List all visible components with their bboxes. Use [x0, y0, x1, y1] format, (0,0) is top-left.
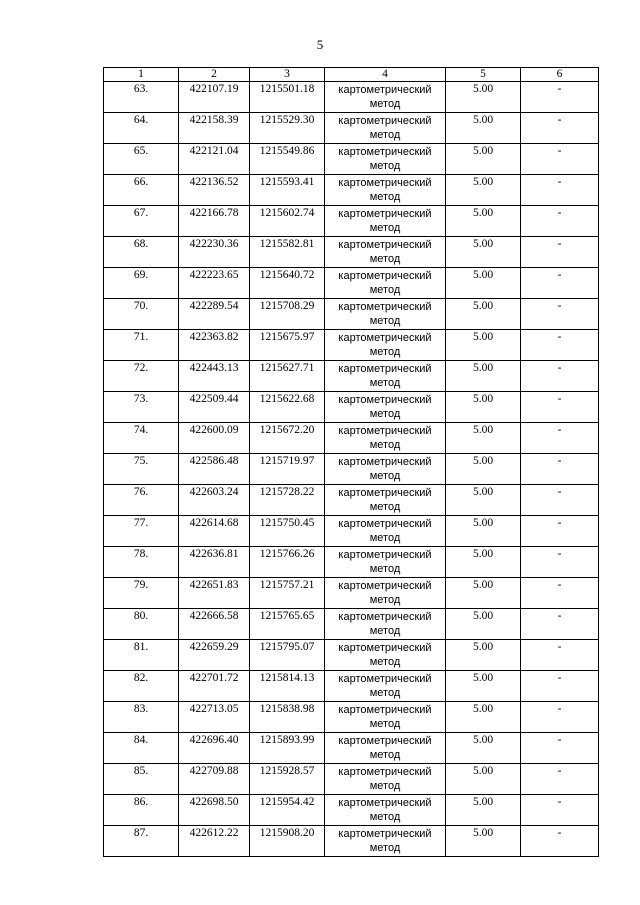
method-cell: [325, 609, 446, 640]
note-cell: -: [521, 733, 599, 764]
method-line-1: картометрический: [338, 735, 432, 747]
method-cell: [325, 702, 446, 733]
method-cell: [325, 733, 446, 764]
accuracy-cell: 5.00: [446, 268, 521, 299]
table-body: [104, 82, 599, 857]
y-coordinate-cell: 1215593.41: [250, 175, 325, 206]
x-coordinate-cell: 422443.13: [179, 361, 250, 392]
note-cell: -: [521, 578, 599, 609]
y-coordinate-cell: 1215838.98: [250, 702, 325, 733]
note-cell: -: [521, 547, 599, 578]
x-coordinate-cell: 422651.83: [179, 578, 250, 609]
accuracy-cell: 5.00: [446, 361, 521, 392]
method-cell: [325, 423, 446, 454]
table-row: [104, 795, 599, 826]
method-cell: [325, 578, 446, 609]
x-coordinate-cell: 422698.50: [179, 795, 250, 826]
method-line-1: картометрический: [338, 115, 432, 127]
x-coordinate-cell: 422636.81: [179, 547, 250, 578]
note-cell: -: [521, 826, 599, 857]
method-line-2: метод: [369, 284, 401, 296]
point-number-cell: 87.: [104, 826, 179, 857]
y-coordinate-cell: 1215893.99: [250, 733, 325, 764]
point-number-cell: 86.: [104, 795, 179, 826]
point-number-cell: 65.: [104, 144, 179, 175]
table-row: [104, 733, 599, 764]
method-line-2: метод: [369, 439, 401, 451]
y-coordinate-cell: 1215765.65: [250, 609, 325, 640]
note-cell: -: [521, 702, 599, 733]
method-line-2: метод: [369, 501, 401, 513]
method-line-1: картометрический: [338, 146, 432, 158]
note-cell: -: [521, 206, 599, 237]
method-cell: [325, 485, 446, 516]
method-line-2: метод: [369, 408, 401, 420]
method-line-2: метод: [369, 594, 401, 606]
method-cell: [325, 547, 446, 578]
point-number-cell: 66.: [104, 175, 179, 206]
table-row: [104, 144, 599, 175]
x-coordinate-cell: 422614.68: [179, 516, 250, 547]
method-line-1: картометрический: [338, 177, 432, 189]
point-number-cell: 83.: [104, 702, 179, 733]
x-coordinate-cell: 422289.54: [179, 299, 250, 330]
method-cell: [325, 268, 446, 299]
y-coordinate-cell: 1215708.29: [250, 299, 325, 330]
x-coordinate-cell: 422586.48: [179, 454, 250, 485]
method-cell: [325, 361, 446, 392]
point-number-cell: 80.: [104, 609, 179, 640]
method-line-2: метод: [369, 780, 401, 792]
point-number-cell: 75.: [104, 454, 179, 485]
y-coordinate-cell: 1215908.20: [250, 826, 325, 857]
point-number-cell: 82.: [104, 671, 179, 702]
y-coordinate-cell: 1215954.42: [250, 795, 325, 826]
point-number-cell: 85.: [104, 764, 179, 795]
table-row: [104, 113, 599, 144]
method-line-1: картометрический: [338, 270, 432, 282]
accuracy-cell: 5.00: [446, 113, 521, 144]
method-cell: [325, 795, 446, 826]
column-header-5: 5: [446, 68, 521, 82]
method-line-1: картометрический: [338, 766, 432, 778]
method-cell: [325, 454, 446, 485]
x-coordinate-cell: 422107.19: [179, 82, 250, 113]
method-cell: [325, 764, 446, 795]
point-number-cell: 73.: [104, 392, 179, 423]
accuracy-cell: 5.00: [446, 206, 521, 237]
y-coordinate-cell: 1215814.13: [250, 671, 325, 702]
y-coordinate-cell: 1215640.72: [250, 268, 325, 299]
x-coordinate-cell: 422612.22: [179, 826, 250, 857]
accuracy-cell: 5.00: [446, 144, 521, 175]
x-coordinate-cell: 422659.29: [179, 640, 250, 671]
method-line-1: картометрический: [338, 704, 432, 716]
method-line-1: картометрический: [338, 239, 432, 251]
method-line-2: метод: [369, 749, 401, 761]
method-line-2: метод: [369, 470, 401, 482]
method-line-2: метод: [369, 315, 401, 327]
accuracy-cell: 5.00: [446, 547, 521, 578]
point-number-cell: 70.: [104, 299, 179, 330]
accuracy-cell: 5.00: [446, 516, 521, 547]
table-row: [104, 175, 599, 206]
note-cell: -: [521, 330, 599, 361]
accuracy-cell: 5.00: [446, 640, 521, 671]
method-line-1: картометрический: [338, 394, 432, 406]
accuracy-cell: 5.00: [446, 671, 521, 702]
accuracy-cell: 5.00: [446, 82, 521, 113]
note-cell: -: [521, 237, 599, 268]
y-coordinate-cell: 1215728.22: [250, 485, 325, 516]
y-coordinate-cell: 1215750.45: [250, 516, 325, 547]
table-row: [104, 485, 599, 516]
table-row: [104, 330, 599, 361]
column-header-6: 6: [521, 68, 599, 82]
method-line-2: метод: [369, 563, 401, 575]
point-number-cell: 64.: [104, 113, 179, 144]
y-coordinate-cell: 1215529.30: [250, 113, 325, 144]
method-cell: [325, 144, 446, 175]
point-number-cell: 63.: [104, 82, 179, 113]
table-row: [104, 671, 599, 702]
note-cell: -: [521, 361, 599, 392]
method-line-1: картометрический: [338, 797, 432, 809]
x-coordinate-cell: 422223.65: [179, 268, 250, 299]
y-coordinate-cell: 1215627.71: [250, 361, 325, 392]
x-coordinate-cell: 422158.39: [179, 113, 250, 144]
accuracy-cell: 5.00: [446, 299, 521, 330]
note-cell: -: [521, 144, 599, 175]
method-line-2: метод: [369, 377, 401, 389]
method-cell: [325, 206, 446, 237]
column-header-2: 2: [179, 68, 250, 82]
accuracy-cell: 5.00: [446, 485, 521, 516]
method-line-2: метод: [369, 98, 401, 110]
method-cell: [325, 671, 446, 702]
point-number-cell: 77.: [104, 516, 179, 547]
method-line-2: метод: [369, 532, 401, 544]
method-cell: [325, 826, 446, 857]
accuracy-cell: 5.00: [446, 795, 521, 826]
column-header-4: 4: [325, 68, 446, 82]
method-line-1: картометрический: [338, 642, 432, 654]
table-row: [104, 609, 599, 640]
accuracy-cell: 5.00: [446, 764, 521, 795]
column-header-1: 1: [104, 68, 179, 82]
table-row: [104, 361, 599, 392]
method-line-1: картометрический: [338, 363, 432, 375]
y-coordinate-cell: 1215928.57: [250, 764, 325, 795]
method-cell: [325, 330, 446, 361]
note-cell: -: [521, 485, 599, 516]
note-cell: -: [521, 113, 599, 144]
point-number-cell: 71.: [104, 330, 179, 361]
method-line-1: картометрический: [338, 425, 432, 437]
accuracy-cell: 5.00: [446, 392, 521, 423]
method-cell: [325, 82, 446, 113]
table-row: [104, 578, 599, 609]
method-line-2: метод: [369, 842, 401, 854]
note-cell: -: [521, 671, 599, 702]
method-line-2: метод: [369, 253, 401, 265]
method-line-1: картометрический: [338, 673, 432, 685]
method-line-2: метод: [369, 160, 401, 172]
method-cell: [325, 299, 446, 330]
method-line-2: метод: [369, 687, 401, 699]
accuracy-cell: 5.00: [446, 609, 521, 640]
y-coordinate-cell: 1215719.97: [250, 454, 325, 485]
page-number: 5: [316, 37, 324, 52]
method-cell: [325, 113, 446, 144]
table-row: [104, 826, 599, 857]
method-line-1: картометрический: [338, 487, 432, 499]
method-line-1: картометрический: [338, 456, 432, 468]
y-coordinate-cell: 1215675.97: [250, 330, 325, 361]
method-line-2: метод: [369, 811, 401, 823]
table-row: [104, 423, 599, 454]
table-row: [104, 516, 599, 547]
x-coordinate-cell: 422696.40: [179, 733, 250, 764]
coordinates-table: [103, 67, 599, 857]
point-number-cell: 67.: [104, 206, 179, 237]
table-row: [104, 237, 599, 268]
method-line-1: картометрический: [338, 518, 432, 530]
method-line-2: метод: [369, 191, 401, 203]
point-number-cell: 76.: [104, 485, 179, 516]
x-coordinate-cell: 422136.52: [179, 175, 250, 206]
note-cell: -: [521, 795, 599, 826]
x-coordinate-cell: 422230.36: [179, 237, 250, 268]
point-number-cell: 74.: [104, 423, 179, 454]
x-coordinate-cell: 422713.05: [179, 702, 250, 733]
accuracy-cell: 5.00: [446, 454, 521, 485]
note-cell: -: [521, 299, 599, 330]
x-coordinate-cell: 422701.72: [179, 671, 250, 702]
method-line-1: картометрический: [338, 332, 432, 344]
y-coordinate-cell: 1215795.07: [250, 640, 325, 671]
method-cell: [325, 237, 446, 268]
x-coordinate-cell: 422363.82: [179, 330, 250, 361]
method-line-2: метод: [369, 656, 401, 668]
x-coordinate-cell: 422121.04: [179, 144, 250, 175]
table-row: [104, 392, 599, 423]
accuracy-cell: 5.00: [446, 826, 521, 857]
table-row: [104, 702, 599, 733]
header-row: [104, 68, 599, 82]
method-line-1: картометрический: [338, 301, 432, 313]
point-number-cell: 81.: [104, 640, 179, 671]
table-row: [104, 82, 599, 113]
point-number-cell: 79.: [104, 578, 179, 609]
method-cell: [325, 516, 446, 547]
table-row: [104, 764, 599, 795]
y-coordinate-cell: 1215757.21: [250, 578, 325, 609]
column-header-3: 3: [250, 68, 325, 82]
method-line-1: картометрический: [338, 828, 432, 840]
y-coordinate-cell: 1215549.86: [250, 144, 325, 175]
accuracy-cell: 5.00: [446, 423, 521, 454]
method-cell: [325, 640, 446, 671]
y-coordinate-cell: 1215672.20: [250, 423, 325, 454]
x-coordinate-cell: 422709.88: [179, 764, 250, 795]
x-coordinate-cell: 422509.44: [179, 392, 250, 423]
point-number-cell: 84.: [104, 733, 179, 764]
note-cell: -: [521, 268, 599, 299]
method-line-2: метод: [369, 346, 401, 358]
point-number-cell: 78.: [104, 547, 179, 578]
y-coordinate-cell: 1215501.18: [250, 82, 325, 113]
note-cell: -: [521, 82, 599, 113]
table-row: [104, 454, 599, 485]
accuracy-cell: 5.00: [446, 702, 521, 733]
accuracy-cell: 5.00: [446, 733, 521, 764]
table-row: [104, 547, 599, 578]
table-row: [104, 640, 599, 671]
point-number-cell: 68.: [104, 237, 179, 268]
note-cell: -: [521, 609, 599, 640]
method-line-2: метод: [369, 129, 401, 141]
note-cell: -: [521, 392, 599, 423]
accuracy-cell: 5.00: [446, 175, 521, 206]
method-cell: [325, 392, 446, 423]
point-number-cell: 72.: [104, 361, 179, 392]
method-line-2: метод: [369, 718, 401, 730]
y-coordinate-cell: 1215582.81: [250, 237, 325, 268]
x-coordinate-cell: 422603.24: [179, 485, 250, 516]
accuracy-cell: 5.00: [446, 330, 521, 361]
x-coordinate-cell: 422600.09: [179, 423, 250, 454]
note-cell: -: [521, 175, 599, 206]
note-cell: -: [521, 764, 599, 795]
point-number-cell: 69.: [104, 268, 179, 299]
y-coordinate-cell: 1215622.68: [250, 392, 325, 423]
note-cell: -: [521, 640, 599, 671]
method-line-1: картометрический: [338, 549, 432, 561]
note-cell: -: [521, 423, 599, 454]
note-cell: -: [521, 454, 599, 485]
method-line-1: картометрический: [338, 208, 432, 220]
method-line-1: картометрический: [338, 580, 432, 592]
table-row: [104, 268, 599, 299]
x-coordinate-cell: 422166.78: [179, 206, 250, 237]
method-line-1: картометрический: [338, 611, 432, 623]
accuracy-cell: 5.00: [446, 578, 521, 609]
accuracy-cell: 5.00: [446, 237, 521, 268]
y-coordinate-cell: 1215602.74: [250, 206, 325, 237]
method-line-2: метод: [369, 625, 401, 637]
y-coordinate-cell: 1215766.26: [250, 547, 325, 578]
table-row: [104, 206, 599, 237]
method-line-2: метод: [369, 222, 401, 234]
note-cell: -: [521, 516, 599, 547]
x-coordinate-cell: 422666.58: [179, 609, 250, 640]
table-header: [104, 68, 599, 82]
method-line-1: картометрический: [338, 84, 432, 96]
method-cell: [325, 175, 446, 206]
table-row: [104, 299, 599, 330]
